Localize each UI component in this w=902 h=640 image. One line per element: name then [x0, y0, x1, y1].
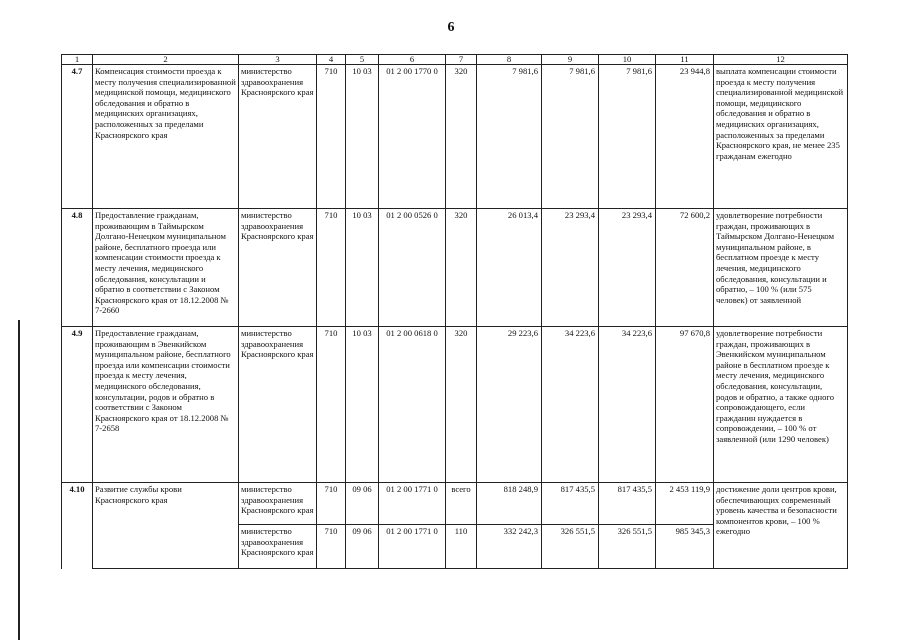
expense-type: 320: [446, 327, 477, 483]
header-cell: 8: [477, 55, 542, 65]
ministry: министерство здравоохранения Красноярского края: [239, 525, 317, 569]
header-cell: 7: [446, 55, 477, 65]
ministry: министерство здравоохранения Красноярского края: [239, 327, 317, 483]
amount-year-1: 29 223,6: [477, 327, 542, 483]
header-cell: 3: [239, 55, 317, 65]
header-cell: 10: [599, 55, 656, 65]
section-code: 09 06: [346, 525, 379, 569]
target-code: 01 2 00 1771 0: [379, 483, 446, 525]
header-cell: 11: [656, 55, 714, 65]
table-row: [62, 209, 848, 327]
event-name: Предоставление гражданам, проживающим в Таймырском Долгано-Ненецком муниципальном районе, бесплатного проезда или компенсации стоимости проезда к месту лечения, медицинского обследования, консультации и обратно в соответствии с Законом Красноярского края от 18.12.2008 № 7-2660: [93, 209, 239, 327]
expected-result: удовлетворение потребности граждан, проживающих в Таймырском Долгано-Ненецком муниципальном районе, в бесплатном проезде к месту лечения, медицинского обследования, консультации и обратно, – 100 % (или 575 человек) от заявленной: [714, 209, 848, 327]
header-cell: 6: [379, 55, 446, 65]
target-code: 01 2 00 0526 0: [379, 209, 446, 327]
amount-total: 985 345,3: [656, 525, 714, 569]
grbs-code: 710: [317, 483, 346, 525]
amount-year-2: 23 293,4: [542, 209, 599, 327]
section-code: 10 03: [346, 327, 379, 483]
expense-type: 320: [446, 209, 477, 327]
ministry: министерство здравоохранения Красноярского края: [239, 209, 317, 327]
row-number: 4.8: [62, 209, 93, 327]
table-row: [62, 65, 848, 209]
budget-table: [61, 54, 848, 569]
row-number: 4.7: [62, 65, 93, 209]
ministry: министерство здравоохранения Красноярского края: [239, 483, 317, 525]
expected-result: выплата компенсации стоимости проезда к месту получения специализированной медицинской помощи, медицинского обследования и обратно в медицинских организациях, расположенных за пределами Красноярского края, не менее 235 гражданам ежегодно: [714, 65, 848, 209]
amount-total: 2 453 119,9: [656, 483, 714, 525]
page-number: 6: [447, 20, 455, 35]
expense-type: всего: [446, 483, 477, 525]
amount-total: 72 600,2: [656, 209, 714, 327]
section-code: 09 06: [346, 483, 379, 525]
amount-year-1: 332 242,3: [477, 525, 542, 569]
expense-type: 110: [446, 525, 477, 569]
amount-year-2: 34 223,6: [542, 327, 599, 483]
header-row: [62, 55, 848, 65]
amount-year-2: 7 981,6: [542, 65, 599, 209]
section-code: 10 03: [346, 209, 379, 327]
header-cell: 12: [714, 55, 848, 65]
target-code: 01 2 00 1770 0: [379, 65, 446, 209]
amount-year-3: 326 551,5: [599, 525, 656, 569]
header-cell: 2: [93, 55, 239, 65]
header-cell: 1: [62, 55, 93, 65]
amount-year-1: 7 981,6: [477, 65, 542, 209]
amount-year-3: 817 435,5: [599, 483, 656, 525]
grbs-code: 710: [317, 327, 346, 483]
amount-year-3: 23 293,4: [599, 209, 656, 327]
amount-total: 97 670,8: [656, 327, 714, 483]
amount-year-1: 26 013,4: [477, 209, 542, 327]
event-name: Компенсация стоимости проезда к месту получения специализированной медицинской помощи, медицинского обследования и обратно в медицинских организациях, расположенных за пределами Красноярского края: [93, 65, 239, 209]
header-cell: 5: [346, 55, 379, 65]
row-number: 4.10: [62, 483, 93, 569]
ministry: министерство здравоохранения Красноярского края: [239, 65, 317, 209]
event-name: Предоставление гражданам, проживающим в Эвенкийском муниципальном районе, бесплатного проезда или компенсации стоимости проезда к месту лечения, медицинского обследования, консультации, родов и обратно в соответствии с Законом Красноярского края от 18.12.2008 № 7-2658: [93, 327, 239, 483]
amount-year-2: 817 435,5: [542, 483, 599, 525]
row-number: 4.9: [62, 327, 93, 483]
amount-year-3: 34 223,6: [599, 327, 656, 483]
margin-line: [18, 320, 20, 640]
amount-year-1: 818 248,9: [477, 483, 542, 525]
grbs-code: 710: [317, 525, 346, 569]
event-name: Развитие службы крови Красноярского края: [93, 483, 239, 569]
table-row: [62, 483, 848, 525]
header-cell: 4: [317, 55, 346, 65]
amount-year-2: 326 551,5: [542, 525, 599, 569]
expected-result: достижение доли центров крови, обеспечивающих современный уровень качества и безопасности компонентов крови, – 100 % ежегодно: [714, 483, 848, 569]
expense-type: 320: [446, 65, 477, 209]
target-code: 01 2 00 1771 0: [379, 525, 446, 569]
table-row: [62, 327, 848, 483]
amount-total: 23 944,8: [656, 65, 714, 209]
target-code: 01 2 00 0618 0: [379, 327, 446, 483]
grbs-code: 710: [317, 65, 346, 209]
amount-year-3: 7 981,6: [599, 65, 656, 209]
header-cell: 9: [542, 55, 599, 65]
expected-result: удовлетворение потребности граждан, проживающих в Эвенкийском муниципальном районе в бесплатном проезде к месту лечения, медицинского обследования, консультации, родов и обратно, а также одного сопровождающего, если гражданин нуждается в сопровождении, – 100 % от заявленной (или 1290 человек): [714, 327, 848, 483]
grbs-code: 710: [317, 209, 346, 327]
section-code: 10 03: [346, 65, 379, 209]
